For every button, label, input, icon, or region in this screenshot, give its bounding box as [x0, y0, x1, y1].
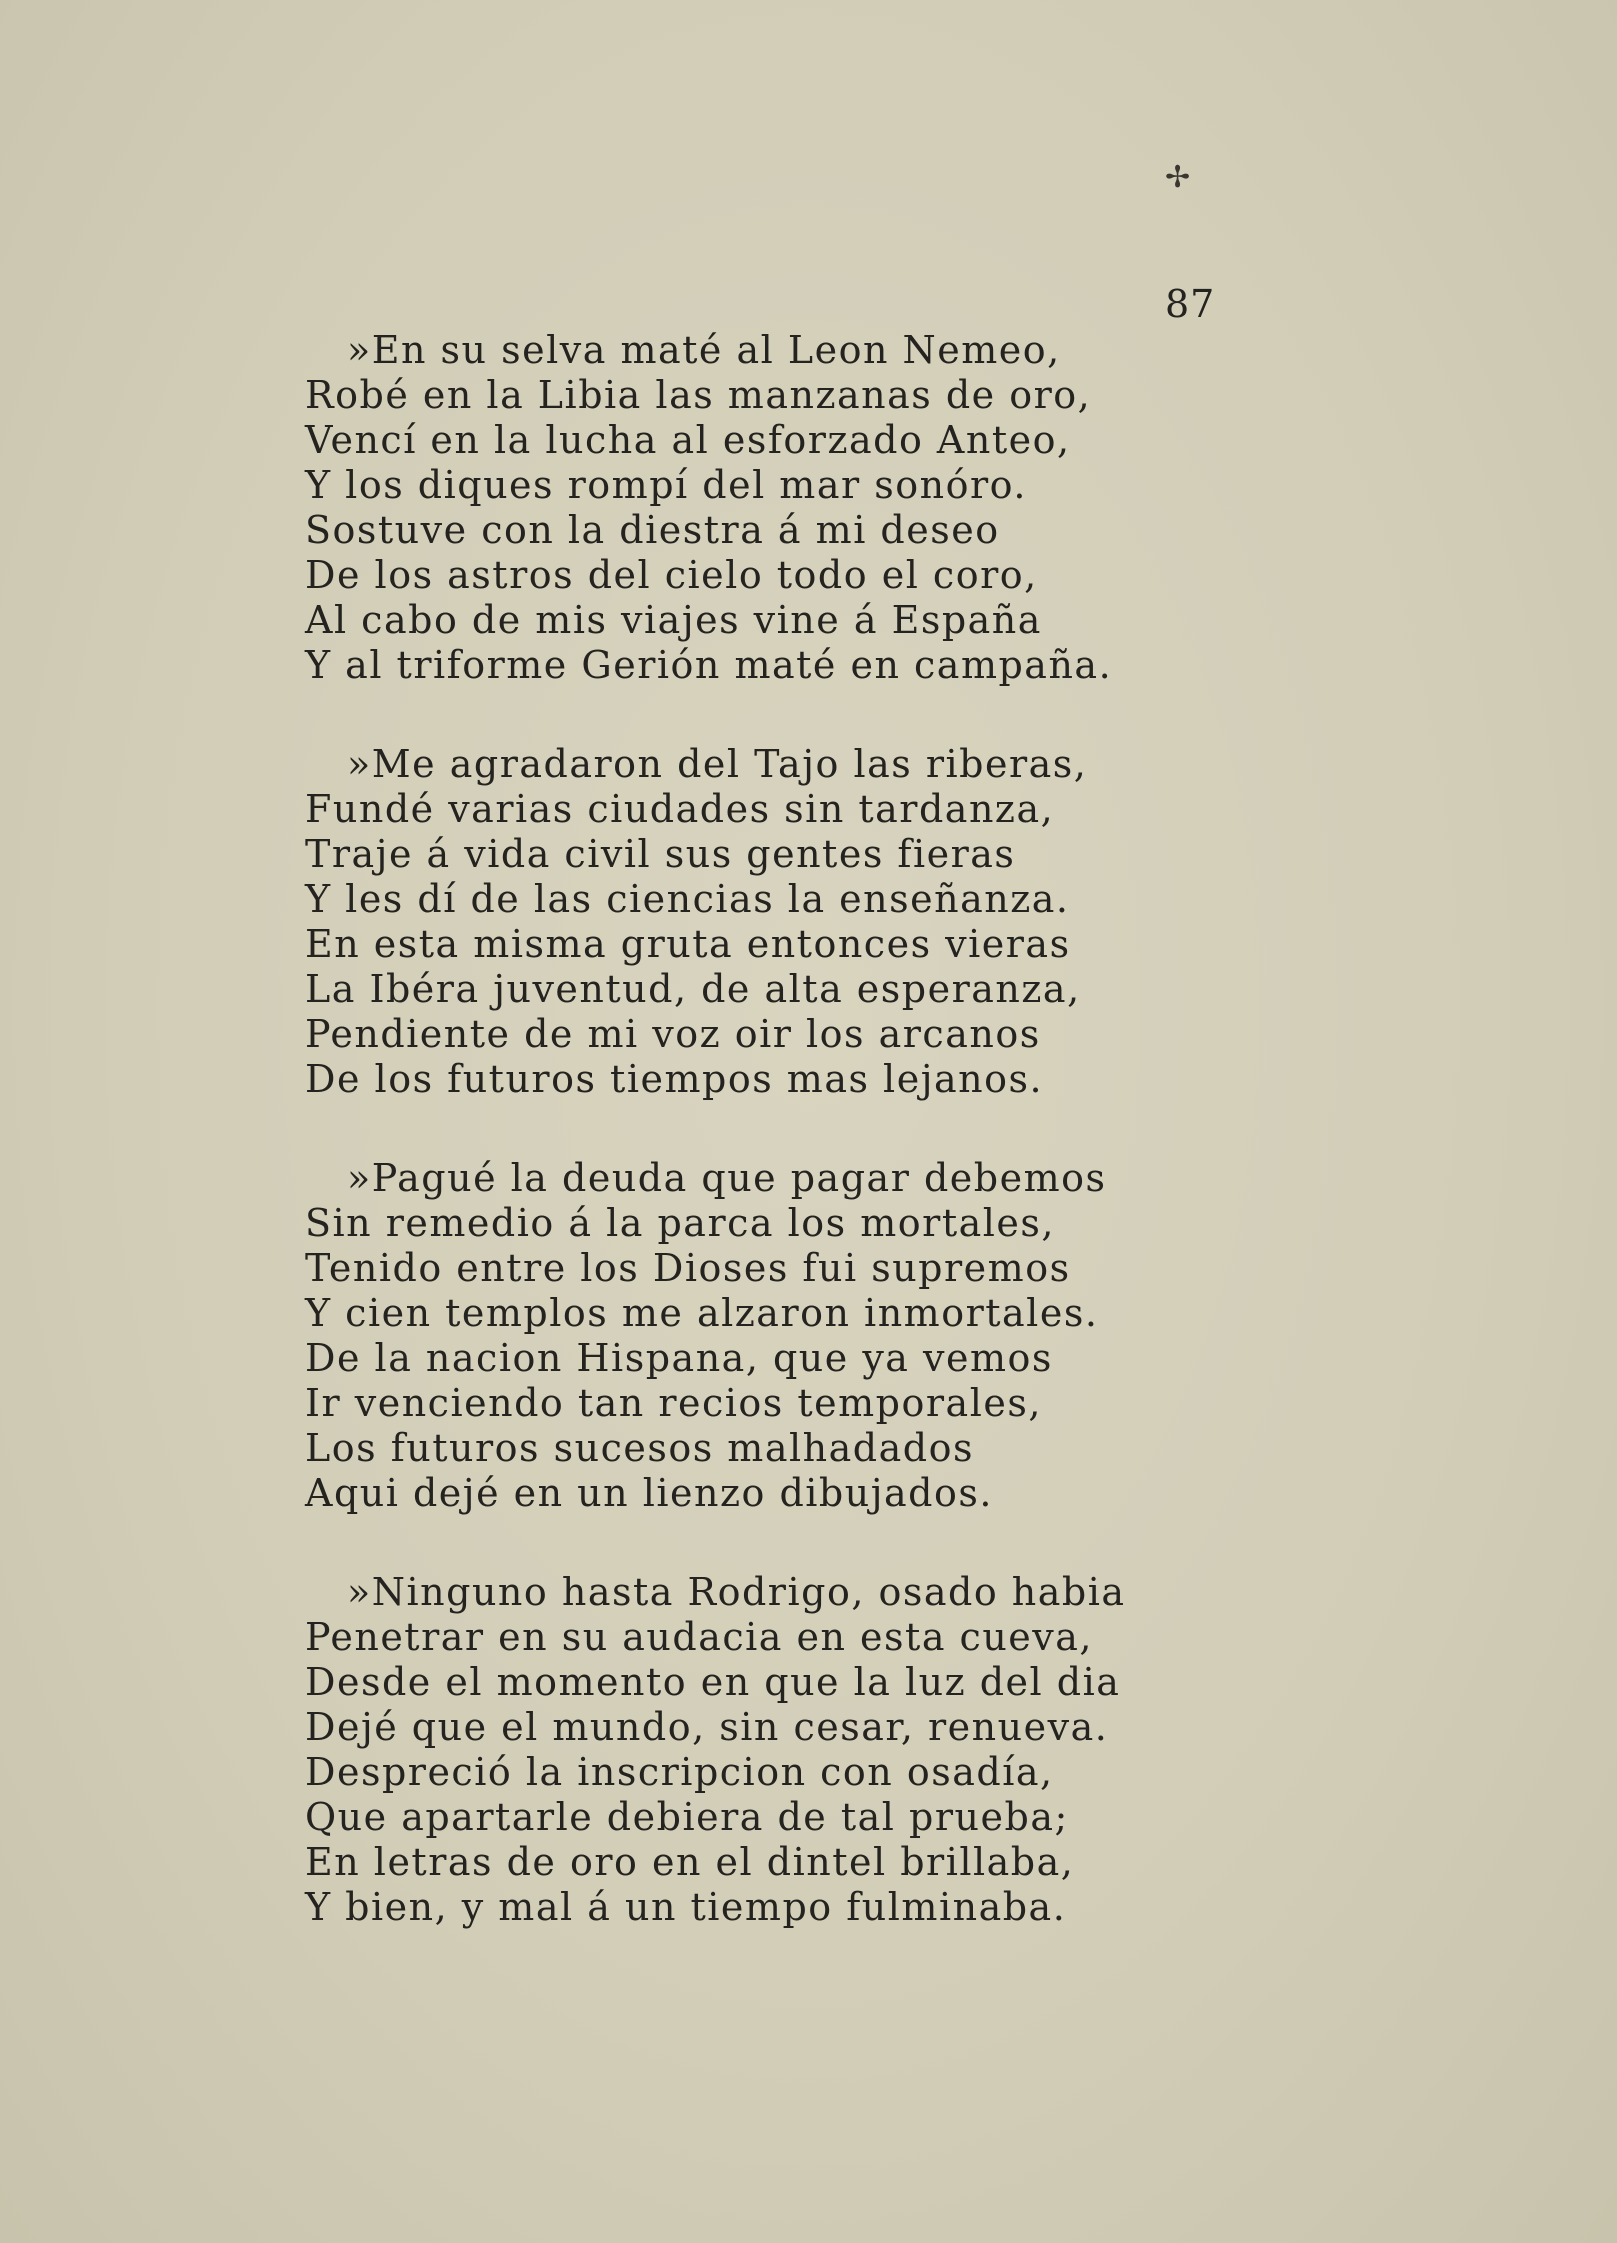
stanza-2 — [305, 742, 1088, 1102]
verse-line: Sostuve con la diestra á mi deseo — [305, 508, 1000, 552]
verse-line: »En su selva maté al Leon Nemeo, — [347, 328, 1061, 372]
verse-line: De los futuros tiempos mas lejanos. — [305, 1057, 1044, 1101]
verse-line: En esta misma gruta entonces vieras — [305, 922, 1071, 966]
verse-line: Y les dí de las ciencias la enseñanza. — [305, 877, 1070, 921]
verse-line: De la nacion Hispana, que ya vemos — [305, 1336, 1053, 1380]
verse-line: Los futuros sucesos malhadados — [305, 1426, 974, 1470]
verse-line: Al cabo de mis viajes vine á España — [305, 598, 1042, 642]
verse-line: En letras de oro en el dintel brillaba, — [305, 1840, 1075, 1884]
verse-line: Y bien, y mal á un tiempo fulminaba. — [305, 1885, 1067, 1929]
stanza-3 — [305, 1156, 1107, 1516]
verse-line: La Ibéra juventud, de alta esperanza, — [305, 967, 1081, 1011]
verse-line: Aqui dejé en un lienzo dibujados. — [305, 1471, 993, 1515]
page-number: 87 — [1165, 282, 1216, 326]
verse-line: Traje á vida civil sus gentes fieras — [305, 832, 1016, 876]
verse-line: »Me agradaron del Tajo las riberas, — [347, 742, 1088, 786]
verse-line: Desde el momento en que la luz del dia — [305, 1660, 1121, 1704]
verse-line: Pendiente de mi voz oir los arcanos — [305, 1012, 1041, 1056]
verse-line: Y cien templos me alzaron inmortales. — [305, 1291, 1099, 1335]
verse-line: Y al triforme Gerión maté en campaña. — [305, 643, 1113, 687]
verse-line: Vencí en la lucha al esforzado Anteo, — [305, 418, 1071, 462]
verse-line: Que apartarle debiera de tal prueba; — [305, 1795, 1069, 1839]
verse-line: Sin remedio á la parca los mortales, — [305, 1201, 1055, 1245]
verse-line: Y los diques rompí del mar sonóro. — [305, 463, 1027, 507]
verse-line: Penetrar en su audacia en esta cueva, — [305, 1615, 1094, 1659]
verse-line: Robé en la Libia las manzanas de oro, — [305, 373, 1092, 417]
verse-line: »Pagué la deuda que pagar debemos — [347, 1156, 1107, 1200]
verse-line: Tenido entre los Dioses fui supremos — [305, 1246, 1071, 1290]
stanza-4 — [305, 1570, 1126, 1930]
verse-line: »Ninguno hasta Rodrigo, osado habia — [347, 1570, 1126, 1614]
stanza-1 — [305, 328, 1113, 688]
verse-line: Fundé varias ciudades sin tardanza, — [305, 787, 1055, 831]
verse-line: Despreció la inscripcion con osadía, — [305, 1750, 1054, 1794]
verse-line: Dejé que el mundo, sin cesar, renueva. — [305, 1705, 1109, 1749]
poem-body — [305, 328, 1126, 1984]
verse-line: Ir venciendo tan recios temporales, — [305, 1381, 1042, 1425]
verse-line: De los astros del cielo todo el coro, — [305, 553, 1038, 597]
ornament-mark-icon: ✢ — [1165, 160, 1191, 195]
